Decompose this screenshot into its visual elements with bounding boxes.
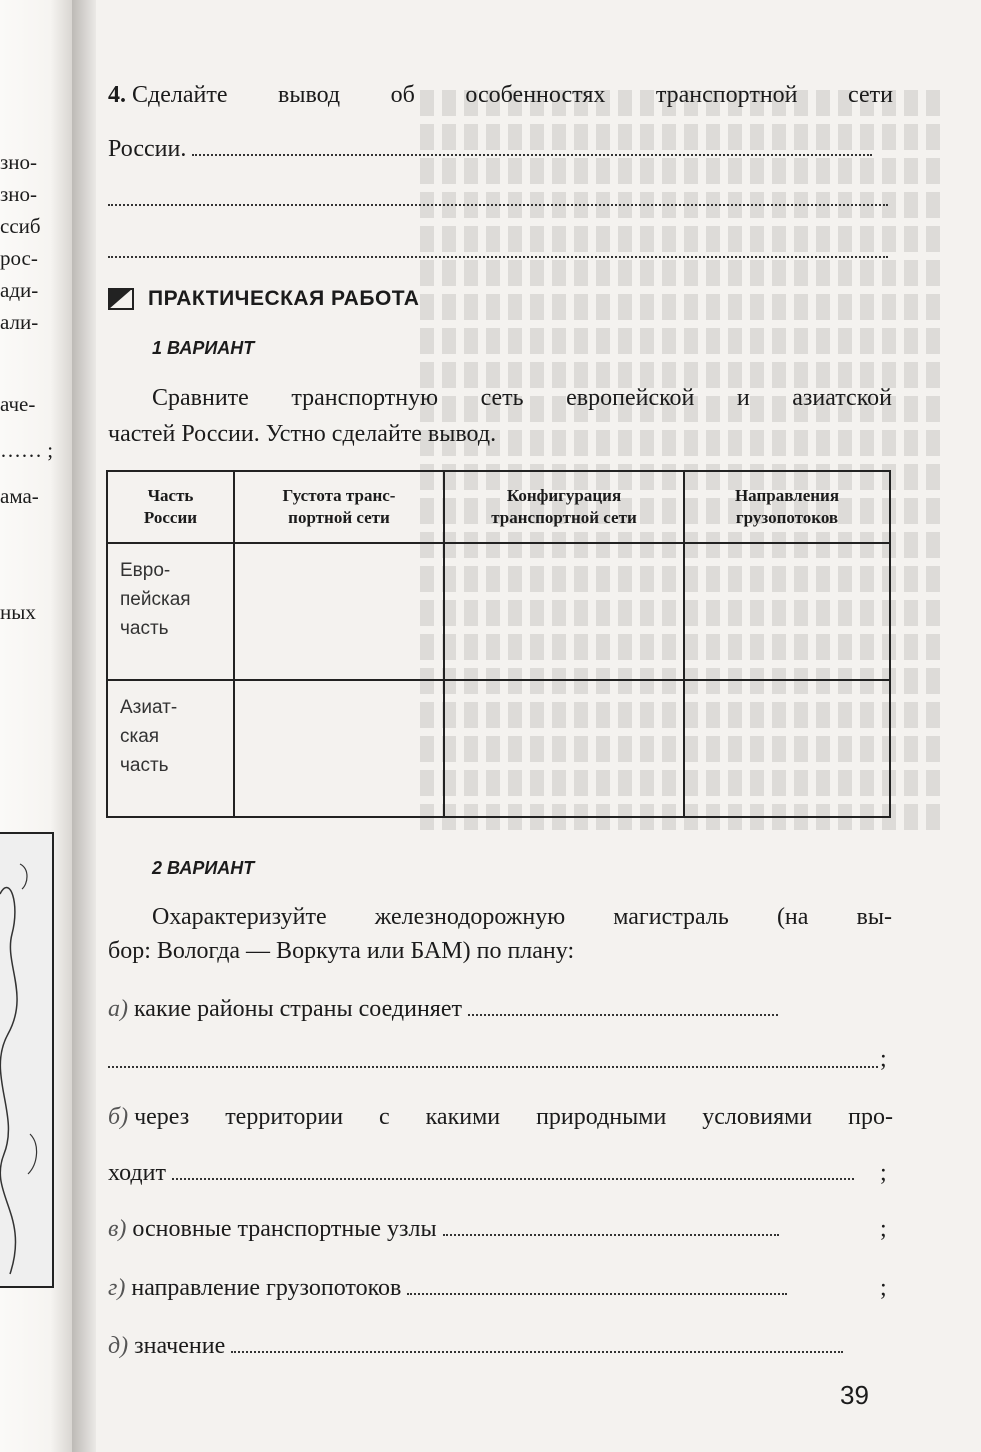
table-row: [107, 543, 890, 680]
column-header: Часть России: [107, 471, 234, 543]
table-cell-input[interactable]: [684, 543, 890, 680]
word: Охарактеризуйте: [152, 904, 327, 930]
item-v: [108, 1216, 779, 1243]
left-page-fragment: аче-: [0, 392, 36, 416]
item-letter: б): [108, 1104, 129, 1130]
table-cell-input[interactable]: [444, 543, 684, 680]
table-cell-input[interactable]: [234, 680, 444, 817]
item-letter: в): [108, 1216, 127, 1242]
answer-line[interactable]: [108, 256, 888, 258]
word: (на: [776, 904, 809, 930]
answer-line[interactable]: [443, 1216, 779, 1236]
answer-line[interactable]: [108, 1066, 878, 1068]
answer-line[interactable]: [192, 136, 872, 156]
word: природными: [536, 1104, 667, 1130]
item-d: [108, 1333, 843, 1360]
word: об: [390, 82, 415, 108]
item-text: основные транспортные узлы: [132, 1216, 437, 1242]
task4-line2: [108, 136, 872, 163]
item-text: ходит: [108, 1160, 166, 1186]
semicolon: ;: [880, 1275, 887, 1301]
pencil-icon: [108, 288, 134, 310]
item-letter: д): [108, 1333, 129, 1359]
item-text: значение: [134, 1333, 226, 1359]
section-title: ПРАКТИЧЕСКАЯ РАБОТА: [148, 287, 420, 310]
word: транспортную: [291, 385, 439, 411]
table-row: [107, 680, 890, 817]
column-header: Конфигурация транспортной сети: [444, 471, 684, 543]
left-page-fragment: зно-: [0, 150, 38, 174]
word: сеть: [480, 385, 524, 411]
item-letter: а): [108, 996, 128, 1022]
row-header: Азиат- ская часть: [107, 680, 234, 817]
page-number: 39: [840, 1380, 869, 1410]
left-page-fragment: зно-: [0, 182, 38, 206]
table-header-row: [107, 471, 890, 543]
answer-line[interactable]: [407, 1275, 787, 1295]
task4-line1: [108, 82, 893, 109]
word: Сравните: [152, 385, 249, 411]
left-page-fragment: ных: [0, 600, 36, 624]
word: магистраль: [613, 904, 729, 930]
word: через: [134, 1104, 190, 1130]
semicolon: ;: [880, 1160, 887, 1186]
answer-line[interactable]: [231, 1333, 843, 1353]
item-text: какие районы страны соединяет: [134, 996, 462, 1022]
item-letter: г): [108, 1275, 126, 1301]
table-cell-input[interactable]: [234, 543, 444, 680]
item-g: [108, 1275, 787, 1302]
word: особенностях: [465, 82, 606, 108]
item-b-line2: [108, 1160, 854, 1187]
table-cell-input[interactable]: [444, 680, 684, 817]
variant1-line2: частей России. Устно сделайте вывод.: [108, 421, 497, 447]
word: и: [736, 385, 750, 411]
answer-line[interactable]: [108, 204, 888, 206]
column-header: Густота транс- портной сети: [234, 471, 444, 543]
word: железнодорожную: [374, 904, 566, 930]
answer-line[interactable]: [468, 996, 778, 1016]
left-page-fragment: ссиб: [0, 214, 41, 238]
task-number: 4.: [108, 82, 126, 108]
word: вывод: [278, 82, 341, 108]
column-header: Направления грузопотоков: [684, 471, 890, 543]
word: про-: [848, 1104, 893, 1130]
word: с: [379, 1104, 390, 1130]
left-page-fragment: ама-: [0, 484, 39, 508]
variant-1-label: 1 ВАРИАНТ: [152, 338, 255, 358]
variant2-line1: [152, 904, 892, 931]
comparison-table: [106, 470, 891, 818]
semicolon: ;: [880, 1216, 887, 1242]
word: условиями: [702, 1104, 813, 1130]
word: территории: [225, 1104, 344, 1130]
variant1-line1: [152, 385, 892, 412]
task4-country: России.: [108, 136, 187, 162]
item-text: направление грузопотоков: [131, 1275, 402, 1301]
word: Сделайте: [132, 82, 228, 108]
word: вы-: [856, 904, 892, 930]
word: сети: [848, 82, 893, 108]
word: какими: [425, 1104, 501, 1130]
variant-2-label: 2 ВАРИАНТ: [152, 858, 255, 878]
item-b-line1: [108, 1104, 893, 1131]
left-page-fragment: …… ;: [0, 438, 54, 462]
row-header: Евро- пейская часть: [107, 543, 234, 680]
left-page-fragment: али-: [0, 310, 39, 334]
section-header: [108, 287, 419, 311]
word: азиатской: [792, 385, 892, 411]
left-page-fragment: ади-: [0, 278, 39, 302]
variant2-line2: бор: Вологда — Воркута или БАМ) по плану:: [108, 938, 575, 964]
word: европейской: [566, 385, 695, 411]
answer-line[interactable]: [172, 1160, 854, 1180]
item-a: [108, 996, 778, 1023]
table-cell-input[interactable]: [684, 680, 890, 817]
left-page-fragment: рос-: [0, 246, 38, 270]
semicolon: ;: [880, 1046, 887, 1072]
word: транспортной: [655, 82, 798, 108]
